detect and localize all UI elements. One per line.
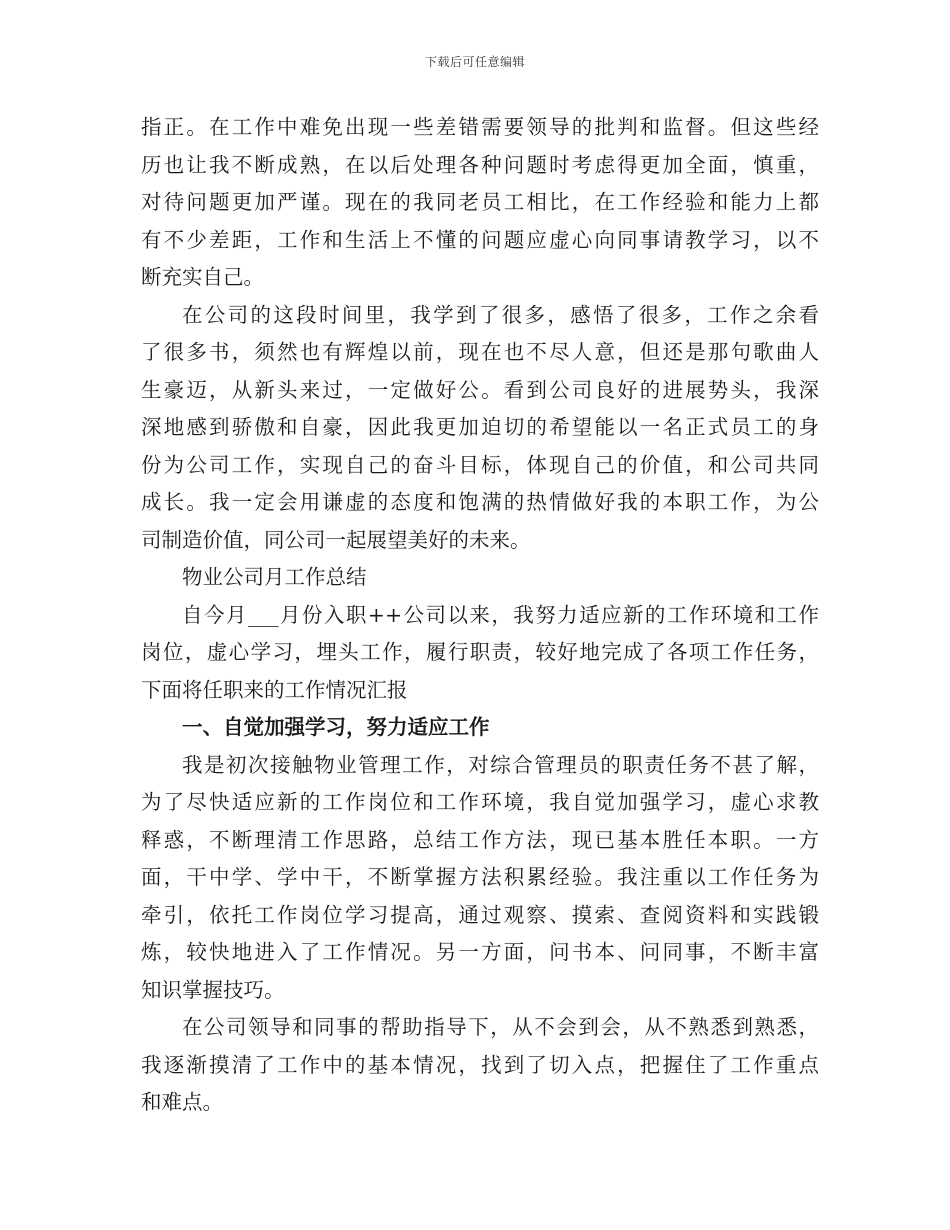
text-line: 了很多书，须然也有辉煌以前，现在也不尽人意，但还是那句歌曲人 <box>141 340 819 364</box>
text-line: 岗位，虚心学习，埋头工作，履行职责，较好地完成了各项工作任务， <box>141 640 819 664</box>
paragraph <box>141 597 819 710</box>
text-line: 成长。我一定会用谦虚的态度和饱满的热情做好我的本职工作，为公 <box>141 490 819 514</box>
text-line: 生豪迈，从新头来过，一定做好公。看到公司良好的进展势头，我深 <box>141 377 819 402</box>
paragraph <box>141 747 819 1010</box>
section-heading <box>141 709 819 747</box>
paragraph <box>141 109 819 297</box>
text-line: 面，干中学、学中干，不断掌握方法积累经验。我注重以工作任务为 <box>141 865 819 889</box>
text-line: 在公司领导和同事的帮助指导下，从不会到会，从不熟悉到熟悉， <box>182 1015 819 1039</box>
text-line: 我是初次接触物业管理工作，对综合管理员的职责任务不甚了解， <box>182 752 819 777</box>
section-title <box>141 559 819 597</box>
paragraph <box>141 1009 819 1122</box>
text-line: 深地感到骄傲和自豪，因此我更加迫切的希望能以一名正式员工的身 <box>141 415 819 439</box>
page-header: 下载后可任意编辑 <box>424 55 525 69</box>
text-line: 断充实自己。 <box>141 265 264 289</box>
text-line: 和难点。 <box>141 1090 223 1114</box>
text-line: 我逐渐摸清了工作中的基本情况，找到了切入点，把握住了工作重点 <box>141 1052 819 1077</box>
text-line: 下面将任职来的工作情况汇报 <box>141 677 408 702</box>
document-body <box>141 109 819 1122</box>
text-line: 在公司的这段时间里，我学到了很多，感悟了很多，工作之余看 <box>182 302 819 327</box>
paragraph <box>141 297 819 560</box>
text-line: 为了尽快适应新的工作岗位和工作环境，我自觉加强学习，虚心求教 <box>141 790 819 814</box>
text-line: 司制造价值，同公司一起展望美好的未来。 <box>141 527 531 552</box>
text-line: 指正。在工作中难免出现一些差错需要领导的批判和监督。但这些经 <box>141 115 819 139</box>
text-line: 物业公司月工作总结 <box>182 565 367 589</box>
text-line: 历也让我不断成熟，在以后处理各种问题时考虑得更加全面，慎重， <box>141 152 819 177</box>
text-line: 份为公司工作，实现自己的奋斗目标，体现自己的价值，和公司共同 <box>141 452 819 477</box>
heading-text: 一、自觉加强学习，努力适应工作 <box>182 715 490 739</box>
text-line: 释惑，不断理清工作思路，总结工作方法，现已基本胜任本职。一方 <box>141 827 819 852</box>
text-line: 自今月___月份入职++公司以来，我努力适应新的工作环境和工作 <box>182 602 819 627</box>
text-line: 牵引，依托工作岗位学习提高，通过观察、摸索、查阅资料和实践锻 <box>141 902 819 927</box>
text-line: 知识掌握技巧。 <box>141 977 285 1002</box>
text-line: 炼，较快地进入了工作情况。另一方面，问书本、问同事，不断丰富 <box>141 940 819 964</box>
text-line: 有不少差距，工作和生活上不懂的问题应虚心向同事请教学习，以不 <box>141 227 819 252</box>
text-line: 对待问题更加严谨。现在的我同老员工相比，在工作经验和能力上都 <box>141 190 819 214</box>
